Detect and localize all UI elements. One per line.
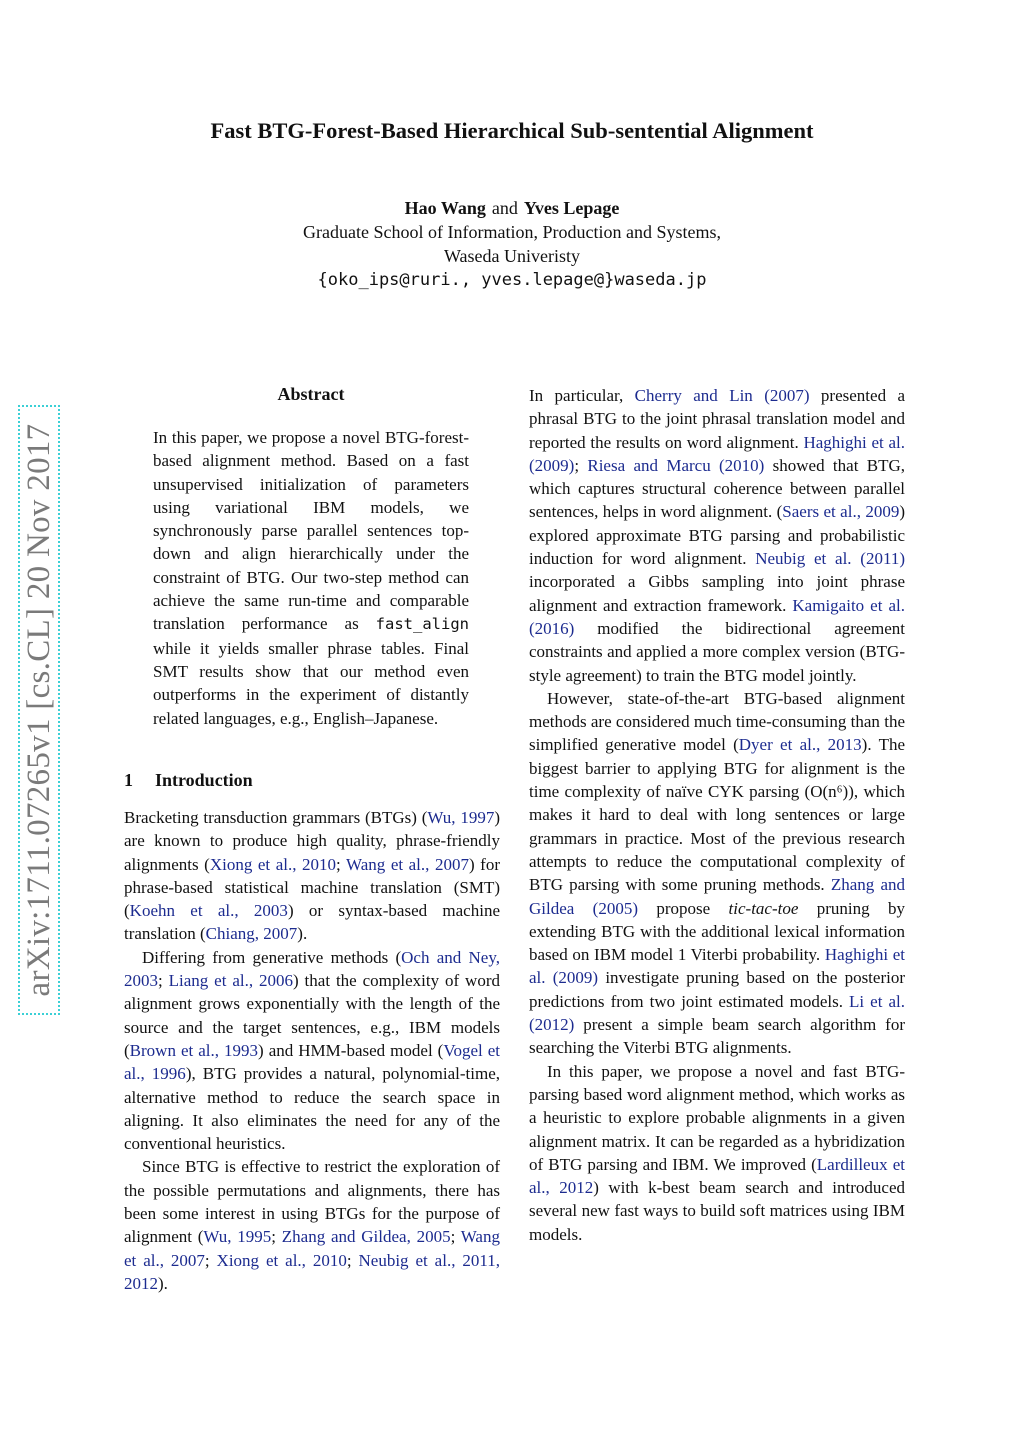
paragraph	[529, 687, 905, 1060]
citation-link[interactable]: Xiong et al., 2010	[216, 1250, 347, 1270]
abstract-heading: Abstract	[277, 384, 345, 404]
citation-link[interactable]: Neubig et al. (2011)	[755, 549, 905, 569]
italic-term: tic-tac-toe	[728, 898, 799, 918]
paragraph-text: Since BTG is effective to restrict the exploration of the possible permutations and alignments, there has been some interest in using BTGs for the purpose of alignment (	[124, 1157, 500, 1247]
paragraph-text: ;	[346, 1250, 359, 1270]
paragraph	[124, 946, 500, 1156]
paragraph-text: modified the bidirectional agreement constraints and applied a more complex version (BTG-style agreement) to train the BTG model jointly.	[529, 618, 905, 685]
paragraph-text: investigate pruning based on the posterior predictions from two joint estimated models.	[529, 968, 906, 1011]
abstract-text-2: while it yields smaller phrase tables. Final SMT results show that our method even outperforms in the experiment of distantly related languages, e.g., English–Japanese.	[153, 638, 469, 728]
paragraph-text: showed that BTG, which captures structural coherence between parallel sentences, helps in word alignment. (	[529, 455, 905, 522]
paragraph-text: ) with k-best beam search and introduced several new fast ways to build soft matrices using IBM models.	[529, 1178, 905, 1244]
affiliation-line-2: Waseda Univeristy	[443, 246, 580, 266]
paragraph-text: Differing from generative methods (	[142, 947, 402, 967]
arxiv-stamp: arXiv:1711.07265v1 [cs.CL] 20 Nov 2017	[18, 405, 60, 1015]
paragraph-text: However, state-of-the-art BTG-based alignment methods are considered much time-consuming than the simplified generative model (	[529, 688, 905, 755]
paragraph-text: Bracketing transduction grammars (BTGs) (	[124, 808, 428, 827]
section-number: 1	[124, 770, 133, 790]
paragraph-text: In particular,	[529, 386, 635, 405]
paragraph-text: ;	[336, 854, 347, 874]
paragraph-text: ) explored approximate BTG parsing and probabilistic induction for word alignment.	[529, 502, 906, 569]
citation-link[interactable]: Li et al. (2012)	[529, 991, 905, 1035]
paragraph-text: present a simple beam search algorithm for searching the Viterbi BTG alignments.	[529, 1015, 905, 1058]
citation-link[interactable]: Zhang and Gildea (2005)	[529, 875, 905, 918]
citation-link[interactable]: Chiang, 2007	[205, 924, 298, 944]
affiliation-line-1: Graduate School of Information, Production and Systems,	[303, 222, 721, 242]
paragraph-text: ) for phrase-based statistical machine translation (SMT) (	[124, 854, 501, 921]
paragraph-text: ) that the complexity of word alignment grows exponentially with the length of the source and the target sentences, e.g., IBM models (	[124, 971, 500, 1060]
paragraph-text: ;	[450, 1227, 461, 1247]
citation-link[interactable]: Wang et al., 2007	[346, 854, 469, 874]
paragraph-text: propose	[638, 898, 729, 918]
abstract-text-1: In this paper, we propose a novel BTG-forest-based alignment method. Based on a fast unsupervised initialization of parameters using variational IBM models, we synchronously parse parallel sentences top-down and align hierarchically under the constraint of BTG. Our two-step method can achieve the same run-time and comparable translation performance as	[153, 428, 469, 634]
paragraph-text: ;	[271, 1227, 282, 1247]
paragraph-text: ;	[204, 1250, 217, 1270]
intro-right-column	[529, 384, 905, 1246]
citation-link[interactable]: Kamigaito et al. (2016)	[529, 595, 905, 638]
paragraph-text: ).	[297, 924, 308, 944]
tool-name: fast_align	[375, 615, 469, 634]
abstract-body	[153, 426, 469, 730]
paragraph-text: ), BTG provides a natural, polynomial-time, alternative method to reduce the search space in aligning. It also eliminates the need for any of the conventional heuristics.	[124, 1064, 500, 1154]
citation-link[interactable]: Wu, 1997	[427, 808, 495, 827]
paragraph-text: In this paper, we propose a novel and fast BTG-parsing based word alignment method, which works as a heuristic to explore probable alignments in a given alignment matrix. It can be regarded as a hybridization of BTG parsing and IBM. We improved (	[529, 1061, 905, 1174]
citation-link[interactable]: Cherry and Lin (2007)	[634, 386, 810, 405]
citation-link[interactable]: Xiong et al., 2010	[209, 854, 337, 874]
author-1: Hao Wang	[404, 198, 486, 218]
paragraph-text: ) or syntax-based machine translation (	[124, 901, 500, 944]
section-title: Introduction	[155, 770, 253, 790]
paragraph	[529, 384, 905, 687]
citation-link[interactable]: Wang et al., 2007	[124, 1227, 500, 1270]
citation-link[interactable]: Liang et al., 2006	[168, 971, 293, 991]
citation-link[interactable]: Riesa and Marcu (2010)	[587, 455, 765, 475]
paragraph-text: pruning by extending BTG with the additional lexical information based on IBM model 1 Viterbi probability.	[529, 898, 906, 965]
paragraph-text: ) and HMM-based model (	[258, 1040, 444, 1060]
paragraph-text: presented a phrasal BTG to the joint phrasal translation model and reported the results on word alignment.	[529, 386, 906, 452]
paragraph	[124, 806, 500, 946]
author-conjunction: and	[491, 198, 518, 218]
paragraph	[124, 1155, 500, 1295]
citation-link[interactable]: Haghighi et al. (2009)	[529, 432, 905, 475]
citation-link[interactable]: Haghighi et al. (2009)	[529, 945, 905, 988]
paragraph-text: ).	[158, 1273, 168, 1293]
citation-link[interactable]: Brown et al., 1993	[129, 1040, 259, 1060]
paragraph-text: ). The biggest barrier to applying BTG for alignment is the time complexity of naïve CYK parsing (O(n⁶)), which makes it hard to deal with long sentences or large grammars in practice. Most of the previous research attempts to reduce the computational complexity of BTG parsing with some pruning methods.	[529, 735, 905, 895]
citation-link[interactable]: Neubig et al., 2011, 2012	[124, 1250, 500, 1293]
paragraph-text: ) are known to produce high quality, phrase-friendly alignments (	[124, 808, 500, 874]
author-names	[0, 196, 1024, 220]
paper-title: Fast BTG-Forest-Based Hierarchical Sub-sentential Alignment	[210, 118, 814, 143]
section-heading	[124, 770, 253, 791]
citation-link[interactable]: Lardilleux et al., 2012	[529, 1154, 906, 1198]
citation-link[interactable]: Zhang and Gildea, 2005	[281, 1227, 451, 1247]
author-block	[0, 196, 1024, 292]
citation-link[interactable]: Och and Ney, 2003	[124, 947, 500, 991]
paragraph-text: ;	[574, 455, 588, 475]
citation-link[interactable]: Wu, 1995	[203, 1227, 272, 1247]
paragraph-text: incorporated a Gibbs sampling into joint phrase alignment and extraction framework.	[529, 572, 905, 615]
paragraph-text: ;	[158, 971, 169, 991]
citation-link[interactable]: Koehn et al., 2003	[129, 901, 288, 921]
author-2: Yves Lepage	[523, 198, 620, 218]
citation-link[interactable]: Dyer et al., 2013	[738, 735, 862, 755]
author-emails: {oko_ips@ruri., yves.lepage@}waseda.jp	[317, 270, 707, 290]
paragraph	[529, 1060, 905, 1246]
citation-link[interactable]: Vogel et al., 1996	[124, 1040, 500, 1084]
citation-link[interactable]: Saers et al., 2009	[782, 502, 900, 522]
intro-left-column	[124, 806, 500, 1295]
